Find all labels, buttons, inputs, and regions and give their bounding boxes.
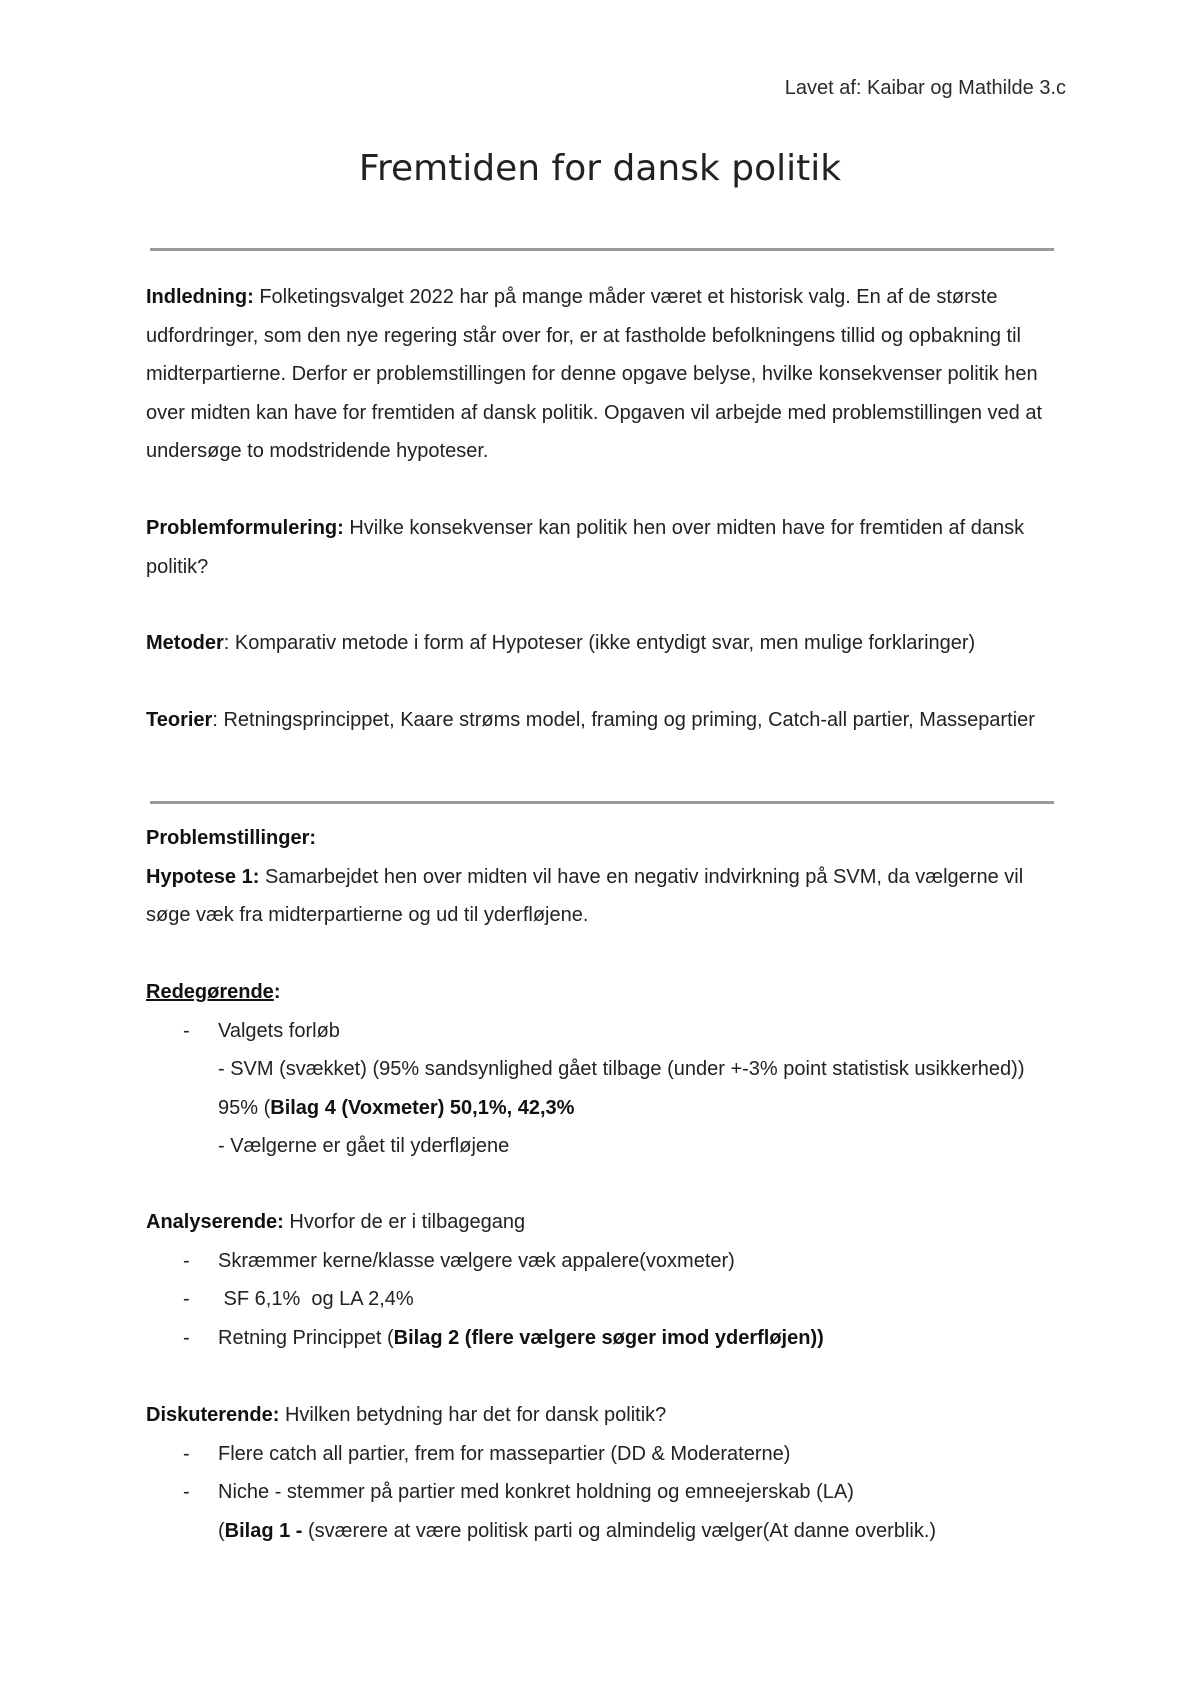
intro-label: Indledning: (146, 286, 254, 308)
analyserende-section (146, 1203, 1066, 1357)
sub-item-bold: Bilag 1 - (224, 1519, 303, 1542)
problem-text: Hvilke konsekvenser kan politik hen over midten have for fremtiden af dansk politik? (146, 517, 1025, 578)
list-item (146, 1280, 1066, 1319)
problemstillinger-heading: Problemstillinger: (146, 827, 317, 849)
sub-item-svm (146, 1050, 1066, 1127)
redegorende-section (146, 973, 1066, 1166)
theories-label: Teorier (146, 709, 213, 731)
theories-text: : Retningsprincippet, Kaare strøms model, framing og priming, Catch-all partier, Massepartier (212, 709, 1035, 731)
list-dash: - (183, 1442, 190, 1465)
list-item-bold: Bilag 2 (flere vælgere søger imod yderfløjen)) (393, 1326, 824, 1349)
diskuterende-text: Hvilken betydning har det for dansk politik? (284, 1404, 667, 1426)
list-item (146, 1012, 1066, 1051)
hypothesis-label: Hypotese 1: (146, 865, 260, 888)
methods-paragraph (146, 624, 1066, 663)
theories-paragraph (146, 701, 1066, 740)
list-item (146, 1473, 1066, 1512)
list-item (146, 1319, 1066, 1358)
divider-middle (150, 801, 1054, 804)
sub-item-text: (sværere at være politisk parti og almindelig vælger(At danne overblik.) (302, 1519, 937, 1542)
hypothesis-text: Samarbejdet hen over midten vil have en negativ indvirkning på SVM, da vælgerne vil søge væk fra midterpartierne og ud til yderfløjene. (146, 865, 1024, 926)
diskuterende-label: Diskuterende: (146, 1404, 280, 1426)
problemstillinger-section (146, 819, 1066, 935)
hypothesis-1 (146, 858, 1066, 935)
list-dash: - (183, 1288, 190, 1310)
analyserende-heading (146, 1203, 1066, 1242)
list-item-text: Valgets forløb (218, 1019, 340, 1042)
intro-paragraph (146, 278, 1066, 471)
page-title: Fremtiden for dansk politik (358, 148, 842, 189)
list-item (146, 1435, 1066, 1474)
sub-item-paren: ( (218, 1519, 225, 1542)
methods-text: : Komparativ metode i form af Hypoteser (ikke entydigt svar, men mulige forklaringer) (223, 632, 976, 654)
sub-item-text: - SVM (svækket) (95% sandsynlighed gået tilbage (under +-3% point statistisk usikkerhed)) 95% ( (218, 1058, 1025, 1119)
sub-item-bold: Bilag 4 (Voxmeter) 50,1%, 42,3% (270, 1096, 575, 1119)
list-dash: - (183, 1481, 190, 1503)
divider-top (150, 248, 1054, 251)
list-item-text: Niche - stemmer på partier med konkret holdning og emneejerskab (LA) (218, 1481, 854, 1503)
redegorende-label: Redegørende (146, 981, 274, 1003)
list-dash: - (183, 1019, 190, 1042)
author-line: Lavet af: Kaibar og Mathilde 3.c (784, 77, 1066, 99)
analyserende-label: Analyserende: (146, 1211, 284, 1233)
problem-label: Problemformulering: (146, 517, 344, 539)
redegorende-colon: : (273, 981, 281, 1003)
list-dash: - (183, 1326, 190, 1349)
diskuterende-section (146, 1396, 1066, 1550)
list-item-text: Flere catch all partier, frem for massepartier (DD & Moderaterne) (218, 1442, 791, 1465)
list-item (146, 1242, 1066, 1281)
methods-label: Metoder (146, 632, 224, 654)
sub-item-bilag1 (146, 1512, 1066, 1551)
list-item-text: Skræmmer kerne/klasse vælgere væk appalere(voxmeter) (218, 1249, 735, 1272)
list-item-text: Retning Princippet ( (218, 1326, 394, 1349)
intro-text: Folketingsvalget 2022 har på mange måder været et historisk valg. En af de største udfordringer, som den nye regering står over for, er at fastholde befolkningens tillid og opbakning til midterpartierne. Derfor er problemstillingen for denne opgave belyse, hvilke konsekvenser politik hen over midten kan have for fremtiden af dansk politik. Opgaven vil arbejde med problemstillingen ved at undersøge to modstridende hypoteser. (146, 286, 1043, 462)
redegorende-heading (146, 973, 1066, 1012)
diskuterende-heading (146, 1396, 1066, 1435)
analyserende-text: Hvorfor de er i tilbagegang (289, 1211, 526, 1233)
sub-item-voters: - Vælgerne er gået til yderfløjene (218, 1135, 510, 1157)
list-item-text: SF 6,1% og LA 2,4% (218, 1288, 414, 1310)
problem-paragraph (146, 509, 1066, 586)
list-dash: - (183, 1249, 190, 1272)
